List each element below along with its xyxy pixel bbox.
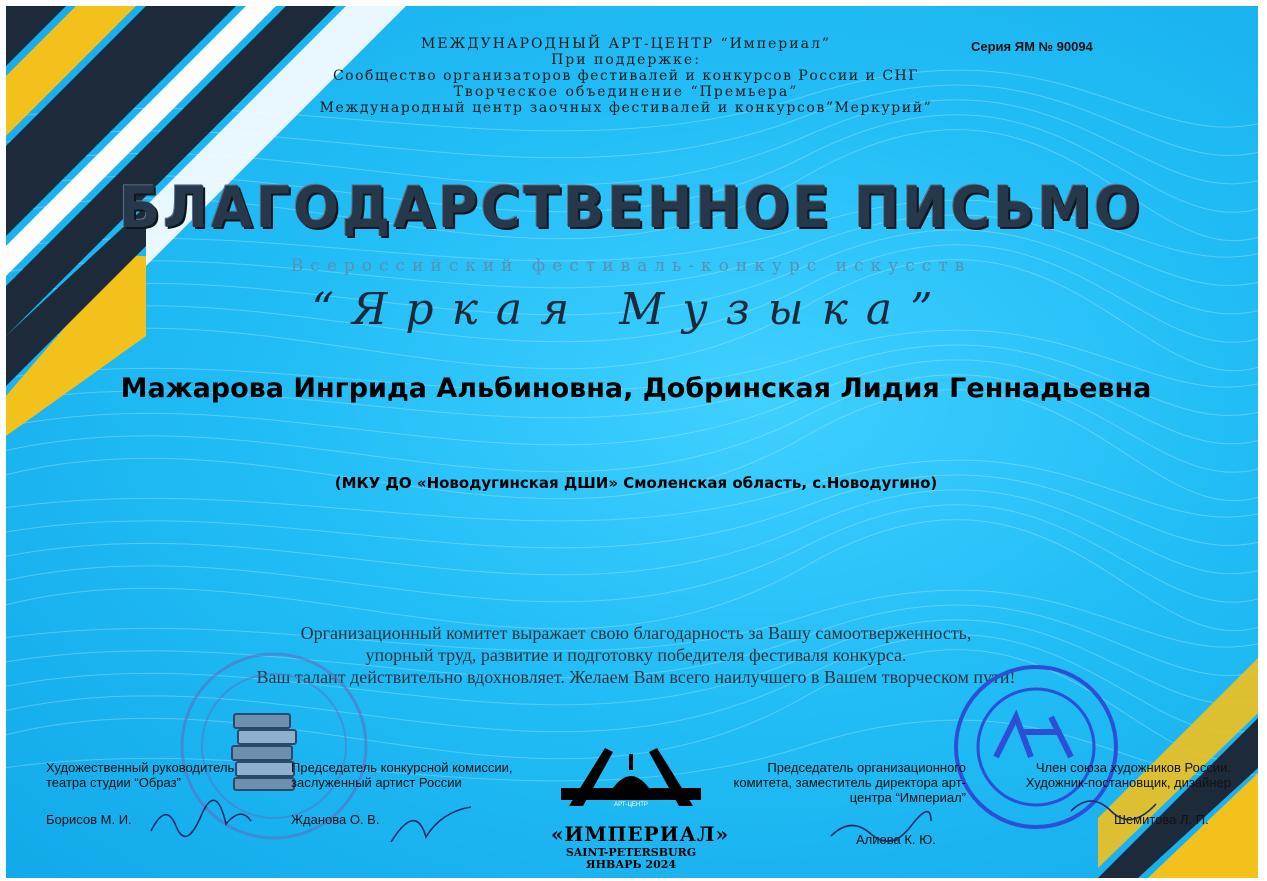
recipient-names: Мажарова Ингрида Альбиновна, Добринская Лидия Геннадьевна (120, 373, 1152, 404)
wave-line (6, 505, 1258, 603)
signatory-1-name: Борисов М. И. (46, 812, 132, 827)
logo-date: ЯНВАРЬ 2024 (585, 858, 677, 871)
header-line-support: При поддержке: (551, 52, 701, 68)
signature-3 (826, 806, 936, 846)
signatory-4-role: Член союза художников России. Художник-постановщик, дизайнер (1025, 760, 1231, 790)
header-line-organizer: МЕЖДУНАРОДНЫЙ АРТ-ЦЕНТР “Империал” (420, 36, 831, 52)
header-line-community: Сообщество организаторов фестивалей и конкурсов России и СНГ (332, 68, 920, 84)
header-line-mercury: Международный центр заочных фестивалей и конкурсов”Меркурий” (319, 100, 933, 116)
recipient-organization: (МКУ ДО «Новодугинская ДШИ» Смоленская область, с.Новодугино) (334, 474, 938, 492)
logo-small-label: АРТ-ЦЕНТР (614, 802, 648, 808)
festival-name: “Яркая Музыка” (311, 284, 951, 335)
signature-2 (386, 802, 476, 852)
signature-1 (146, 796, 256, 846)
drawbridge-icon (561, 734, 701, 808)
signatory-1-role: Художественный руководитель театра студии “Образ” (46, 760, 235, 790)
header-line-premiere: Творческое объединение “Премьера” (453, 84, 799, 100)
document-title: БЛАГОДАРСТВЕННОЕ ПИСЬМО (119, 174, 1143, 241)
message-line-2: упорный труд, развитие и подготовку победителя фестиваля конкурса. (365, 645, 907, 665)
signature-4 (1066, 786, 1176, 826)
signatory-4-name: Шемитова Л. П. (1114, 812, 1209, 827)
logo-city: SAINT-PETERSBURG (565, 846, 697, 859)
wave-line (6, 490, 1258, 575)
wave-line (6, 520, 1258, 631)
message-line-3: Ваш талант действительно вдохновляет. Желаем Вам всего наилучшего в Вашем творческом пути! (256, 667, 1016, 687)
signatory-3-name: Алиева К. Ю. (856, 832, 936, 847)
certificate-page (6, 6, 1258, 878)
series-number: Серия ЯМ № 90094 (971, 39, 1093, 54)
signatory-2-role: Председатель конкурсной комиссии, заслуженный артист России (291, 760, 513, 790)
message-line-1: Организационный комитет выражает свою благодарность за Вашу самоотверженность, (300, 623, 972, 643)
document-subtitle: Всероссийский фестиваль-конкурс искусств (290, 256, 972, 276)
logo-name: «ИМПЕРИАЛ» (551, 822, 730, 846)
signatory-3-role: Председатель организационного комитета, заместитель директора арт-центра “Империал” (733, 760, 966, 805)
signatory-2-name: Жданова О. В. (291, 812, 380, 827)
